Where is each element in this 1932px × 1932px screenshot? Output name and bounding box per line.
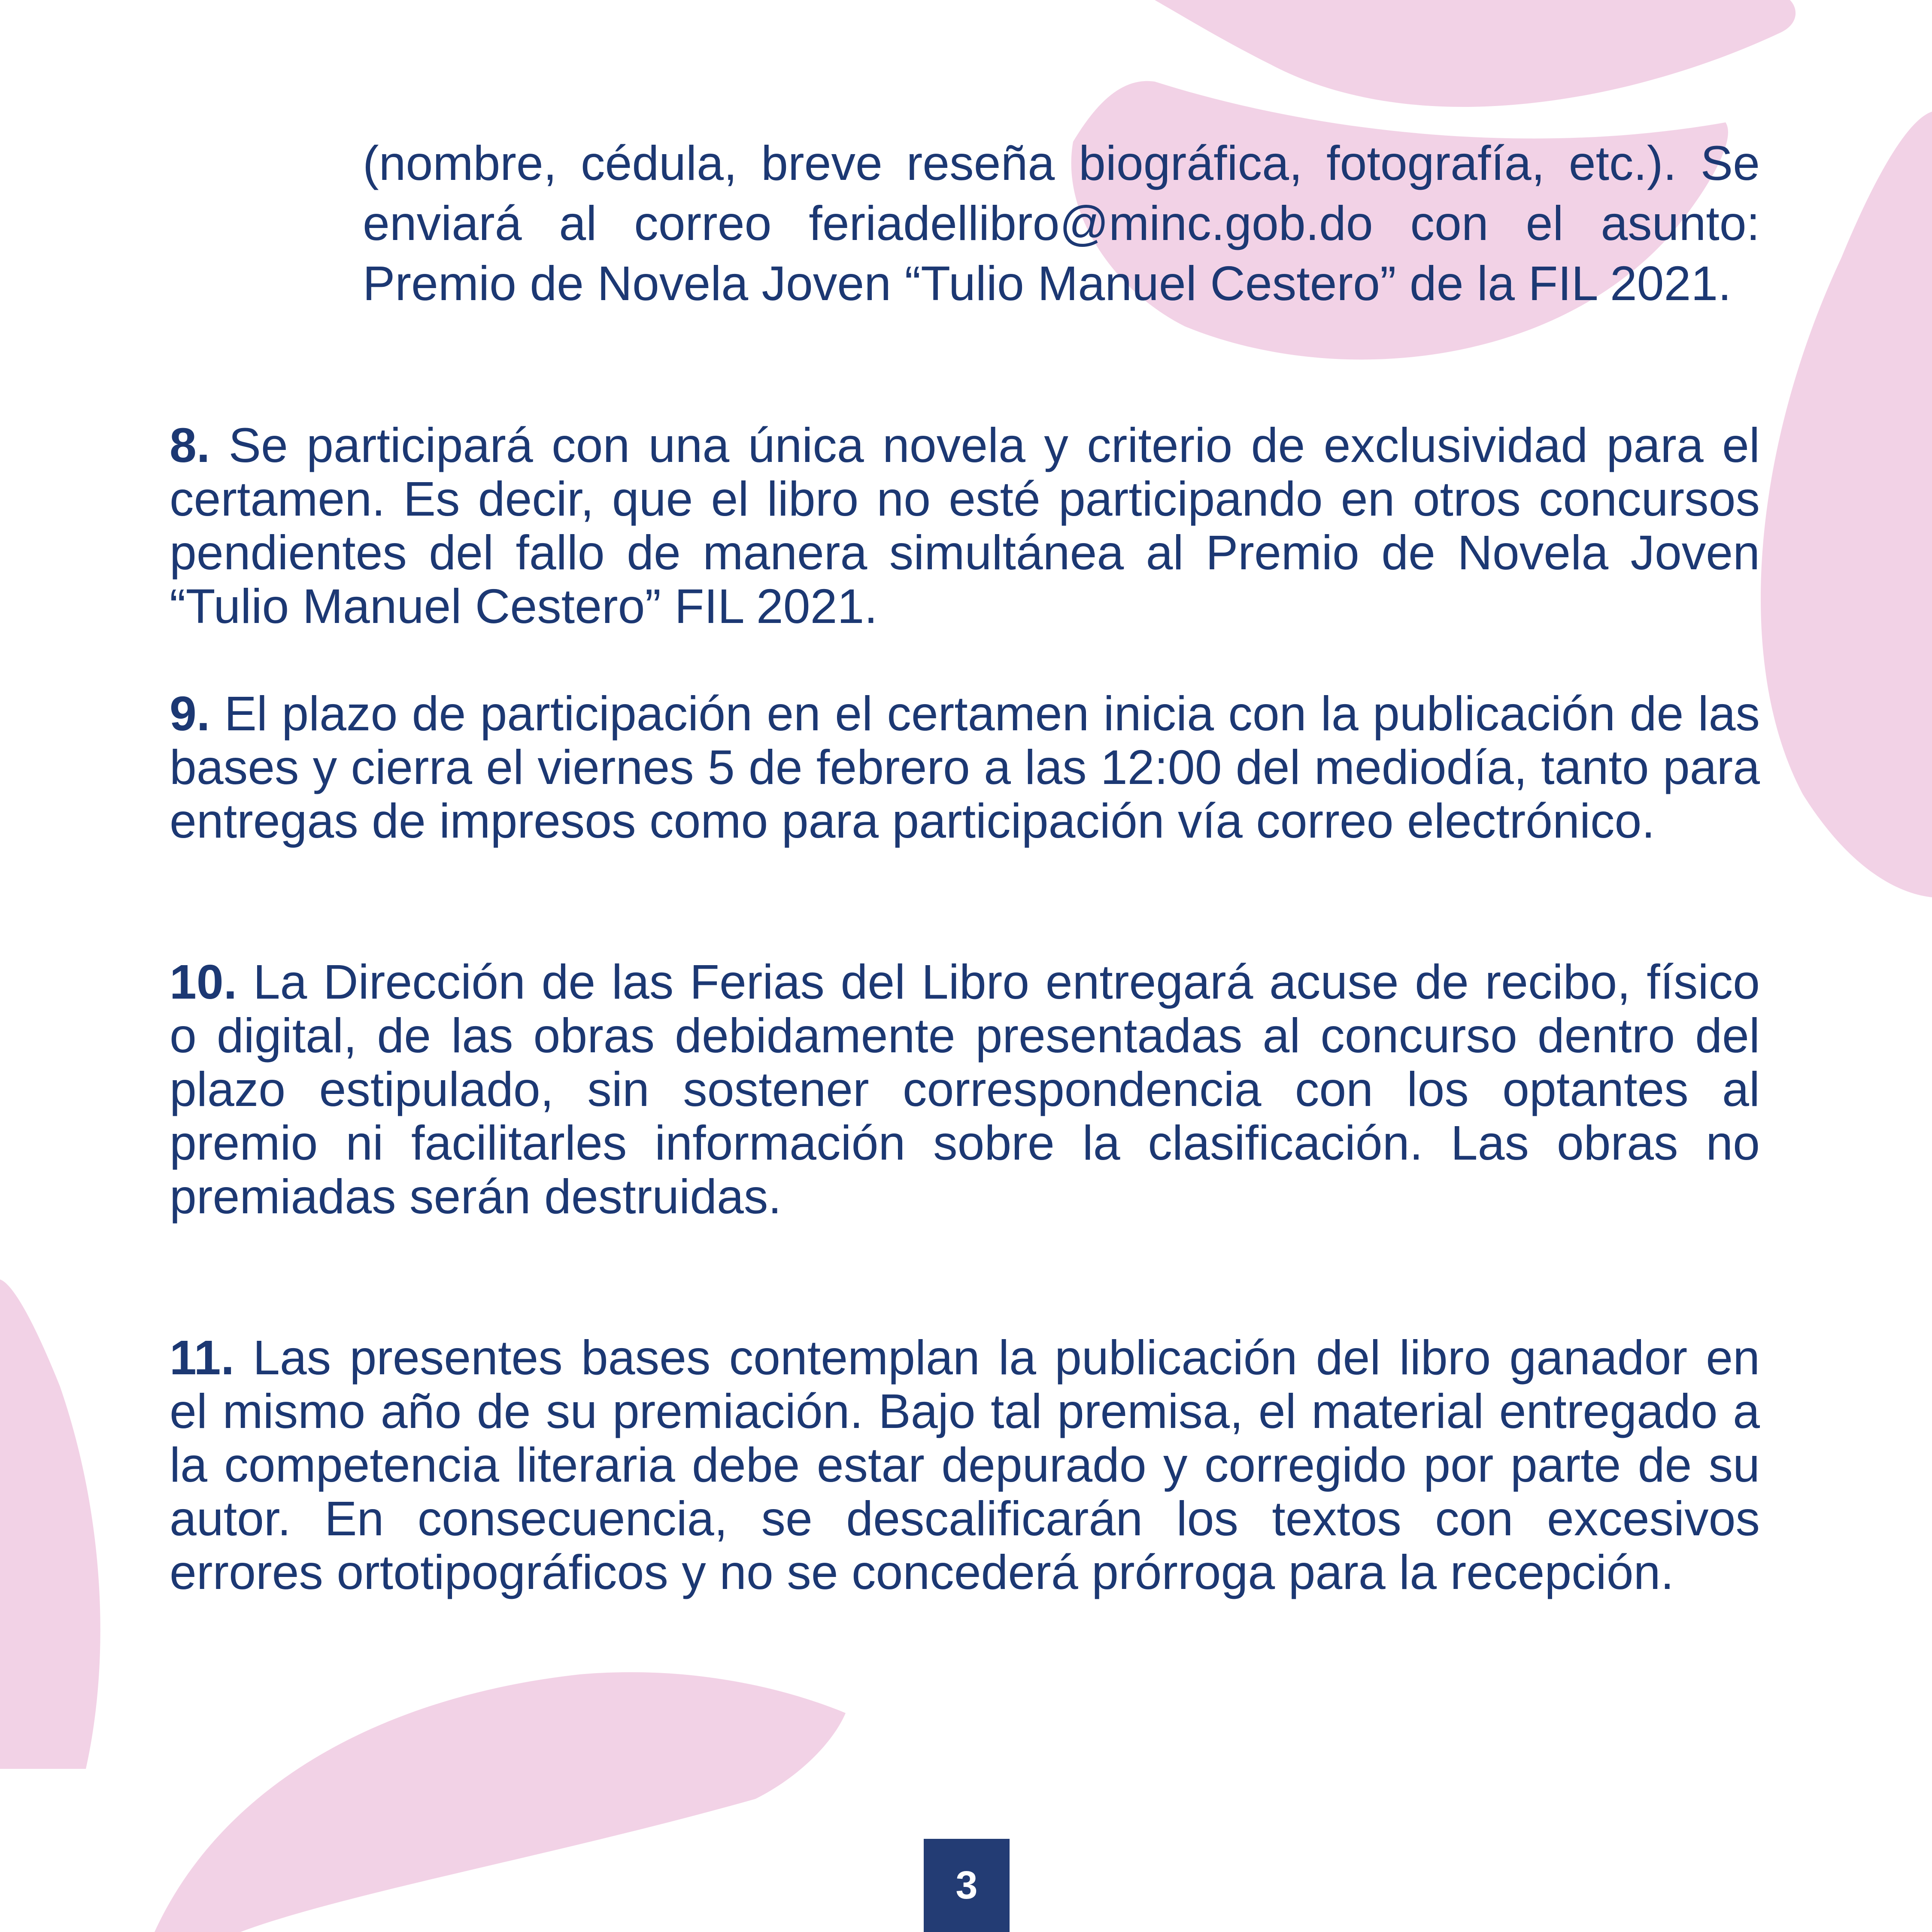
rule-text-8: Se participará con una única novela y criterio de exclusividad para el certamen. Es decir, que el libro no esté participando en otros concursos pendientes del fallo de manera simultánea al Premio de Novela Joven “Tulio Manuel Cestero” FIL 2021. xyxy=(170,418,1760,633)
bottom-pink-swoosh xyxy=(155,1672,846,1932)
rule-number-11: 11. xyxy=(170,1331,234,1385)
right-pink-leaf xyxy=(1761,112,1932,897)
rule-text-9: El plazo de participación en el certamen inicia con la publicación de las bases y cierra el viernes 5 de febrero a las 12:00 del mediodía, tanto para entregas de impresos como para participación vía correo electrónico. xyxy=(170,687,1760,848)
rule-paragraph-8 xyxy=(170,419,1760,633)
rule-paragraph-9 xyxy=(170,687,1760,848)
rule-text-10: La Dirección de las Ferias del Libro entregará acuse de recibo, físico o digital, de las obras debidamente presentadas al concurso dentro del plazo estipulado, sin sostener correspondencia con los optantes al premio ni facilitarles información sobre la clasificación. Las obras no premiadas serán destruidas. xyxy=(170,955,1760,1224)
page-number-box xyxy=(924,1839,1010,1932)
rule-text-11: Las presentes bases contemplan la publicación del libro ganador en el mismo año de su premiación. Bajo tal premisa, el material entregado a la competencia literaria debe estar depurado y corregido por parte de su autor. En consecuencia, se descalificarán los textos con excesivos errores ortotipográficos y no se concederá prórroga para la recepción. xyxy=(170,1331,1760,1599)
rule-number-9: 9. xyxy=(170,687,210,741)
rule-number-10: 10. xyxy=(170,955,237,1009)
rule-paragraph-11 xyxy=(170,1331,1760,1599)
continued-paragraph-text: (nombre, cédula, breve reseña biográfica, fotografía, etc.). Se enviará al correo feriadellibro@minc.gob.do con el asunto: Premio de Novela Joven “Tulio Manuel Cestero” de la FIL 2021. xyxy=(363,136,1760,310)
page-number: 3 xyxy=(955,1863,978,1907)
continued-paragraph xyxy=(363,133,1760,313)
rule-paragraph-10 xyxy=(170,955,1760,1224)
rule-number-8: 8. xyxy=(170,418,210,472)
left-pink-leaf xyxy=(0,1279,100,1769)
top-pink-band xyxy=(1155,0,1796,107)
